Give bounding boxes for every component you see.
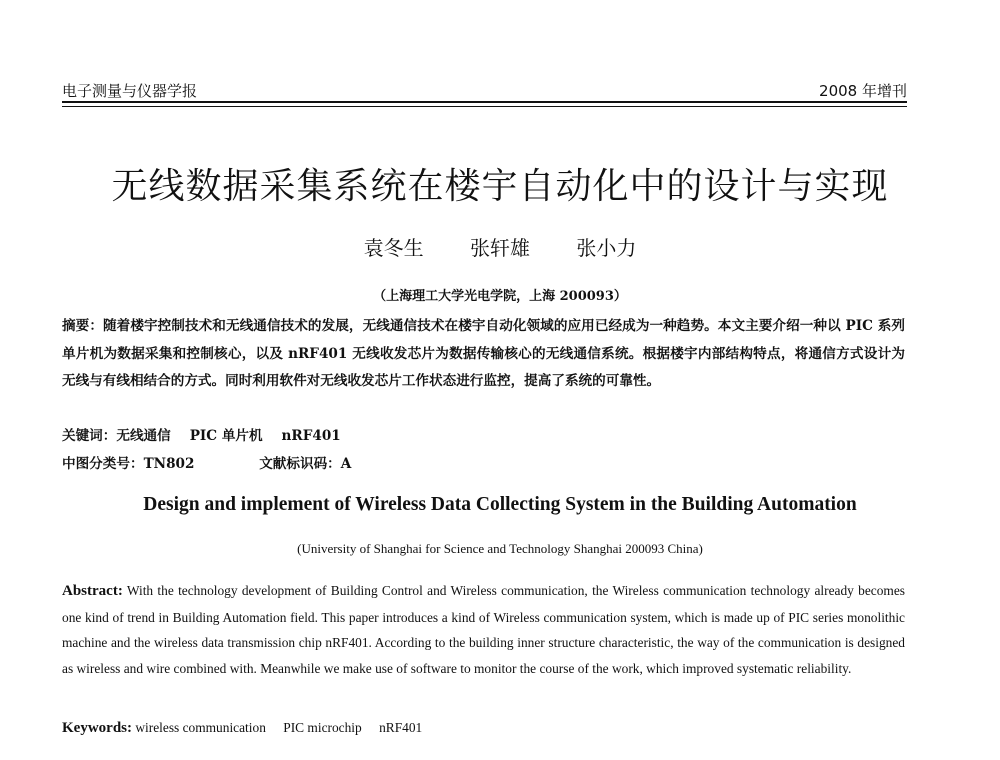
keyword: PIC microchip [283,720,362,735]
author: 张轩雄 [470,236,530,260]
keyword: nRF401 [379,720,423,735]
abstract-cn [62,313,905,396]
keywords-cn-label: 关键词： [62,428,117,444]
header-rule-thin [62,106,907,107]
abstract-cn-text: 随着楼宇控制技术和无线通信技术的发展，无线通信技术在楼宇自动化领域的应用已经成为一种趋势。本文主要介绍一种以 PIC 系列单片机为数据采集和控制核心，以及 nRF401 无线收发芯片为数据传输核心的无线通信系统。根据楼宇内部结构特点，将通信方式设计为无线与有线相结合的方式。同时利用软件对无线收发芯片工作状态进行监控，提高了系统的可靠性。 [62,318,905,389]
journal-name: 电子测量与仪器学报 [62,82,198,100]
classification-value: TN802 [143,456,195,472]
abstract-cn-label: 摘要： [62,318,103,334]
abstract-en [62,578,905,681]
abstract-en-label: Abstract: [62,583,123,599]
keywords-cn [62,424,341,444]
doc-code-label: 文献标识码： [259,456,341,472]
classification [62,452,351,472]
keyword: wireless communication [135,720,266,735]
affiliation-en: (University of Shanghai for Science and Technology Shanghai 200093 China) [297,541,703,556]
running-header [62,80,907,100]
title-cn: 无线数据采集系统在楼宇自动化中的设计与实现 [111,166,889,207]
keywords-en [62,720,422,737]
header-rule [62,101,907,103]
classification-label: 中图分类号： [62,456,144,472]
keyword: PIC 单片机 [189,428,263,444]
title-en: Design and implement of Wireless Data Collecting System in the Building Automation [143,494,857,515]
authors [0,232,1000,261]
author: 袁冬生 [363,236,424,260]
keywords-en-label: Keywords: [62,720,132,736]
affiliation-cn: （上海理工大学光电学院，上海 200093） [373,289,627,304]
keyword: nRF401 [281,428,341,444]
doc-code-value: A [340,456,352,472]
keyword: 无线通信 [116,428,171,444]
issue-label: 2008 年增刊 [819,82,907,100]
abstract-en-text: With the technology development of Building Control and Wireless communication, the Wireless communication technology already becomes one kind of trend in Building Automation field. This paper introduces a kind of Wireless communication system, which is made up of PIC series monolithic machine and the wireless data transmission chip nRF401. According to the building inner structure characteristic, the way of the communication is designed as wireless and wire combined with. Meanwhile we make use of software to monitor the course of the work, which improved systematic reliability. [62,583,906,676]
author: 张小力 [576,236,637,260]
